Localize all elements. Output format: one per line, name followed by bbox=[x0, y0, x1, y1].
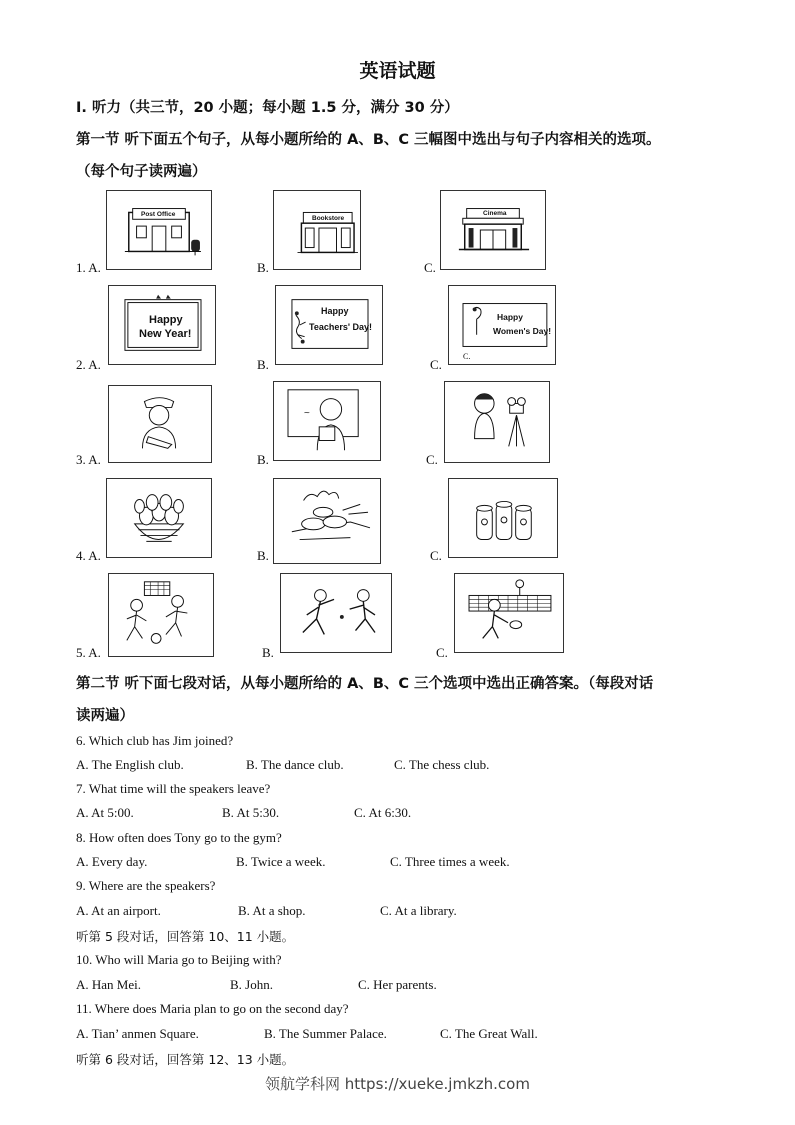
q2-picture-c[interactable] bbox=[448, 285, 556, 365]
section1-instruction: 第一节 听下面五个句子，从每小题所给的 A、B、C 三幅图中选出与句子内容相关的选项。 bbox=[76, 132, 661, 148]
womens-day-inner-label: C. bbox=[463, 352, 471, 361]
q1-picture-a[interactable] bbox=[106, 190, 212, 270]
section2-instruction-cont: 读两遍） bbox=[76, 708, 134, 724]
q6-option-a[interactable]: A. The English club. bbox=[76, 757, 184, 772]
q10-option-a[interactable]: A. Han Mei. bbox=[76, 977, 141, 992]
post-office-sign: Post Office bbox=[141, 211, 176, 218]
q1-picture-c[interactable] bbox=[440, 190, 546, 270]
q4-picture-c[interactable] bbox=[448, 478, 558, 558]
q9-option-a[interactable]: A. At an airport. bbox=[76, 903, 161, 918]
q10-option-b[interactable]: B. John. bbox=[230, 977, 273, 992]
question-8: 8. How often does Tony go to the gym? bbox=[76, 830, 282, 845]
teachers-day-greeting-line2: Teachers' Day! bbox=[309, 322, 373, 332]
q5-label-c: C. bbox=[436, 645, 448, 660]
question-9: 9. Where are the speakers? bbox=[76, 878, 216, 893]
part-heading: Ⅰ. 听力（共三节，20 小题；每小题 1.5 分，满分 30 分） bbox=[76, 100, 459, 116]
q3-picture-c[interactable] bbox=[444, 381, 550, 463]
q9-option-b[interactable]: B. At a shop. bbox=[238, 903, 306, 918]
q2-picture-a[interactable] bbox=[108, 285, 216, 365]
q5-label-b: B. bbox=[262, 645, 274, 660]
q2-label-c: C. bbox=[430, 357, 442, 372]
new-year-greeting-line2: New Year! bbox=[139, 328, 192, 340]
q1-label-b: B. bbox=[257, 260, 269, 275]
q5-label-a: 5. A. bbox=[76, 645, 101, 660]
q3-picture-a[interactable] bbox=[108, 385, 212, 463]
section2-instruction: 第二节 听下面七段对话，从每小题所给的 A、B、C 三个选项中选出正确答案。（每段对话 bbox=[76, 676, 654, 692]
q3-label-c: C. bbox=[426, 452, 438, 467]
q7-option-c[interactable]: C. At 6:30. bbox=[354, 805, 412, 820]
q4-picture-a[interactable] bbox=[106, 478, 212, 558]
womens-day-greeting-line1: Happy bbox=[497, 312, 523, 322]
q2-label-b: B. bbox=[257, 357, 269, 372]
q8-option-a[interactable]: A. Every day. bbox=[76, 854, 148, 869]
q2-label-a: 2. A. bbox=[76, 357, 101, 372]
question-6: 6. Which club has Jim joined? bbox=[76, 733, 234, 748]
q1-label-c: C. bbox=[424, 260, 436, 275]
section1-instruction-cont: （每个句子读两遍） bbox=[76, 164, 207, 180]
q4-label-c: C. bbox=[430, 548, 442, 563]
bookstore-sign: Bookstore bbox=[312, 215, 345, 222]
question-7: 7. What time will the speakers leave? bbox=[76, 781, 271, 796]
q5-picture-b[interactable] bbox=[280, 573, 392, 653]
womens-day-greeting-line2: Women's Day! bbox=[493, 326, 552, 336]
page-title: 英语试题 bbox=[359, 60, 436, 82]
q4-label-a: 4. A. bbox=[76, 548, 101, 563]
q11-option-b[interactable]: B. The Summer Palace. bbox=[264, 1026, 387, 1041]
q3-label-a: 3. A. bbox=[76, 452, 101, 467]
q4-picture-b[interactable] bbox=[273, 478, 381, 564]
dialog-6-note: 听第 6 段对话，回答第 12、13 小题。 bbox=[76, 1052, 295, 1067]
q7-option-a[interactable]: A. At 5:00. bbox=[76, 805, 134, 820]
q8-option-b[interactable]: B. Twice a week. bbox=[236, 854, 326, 869]
q1-label-a: 1. A. bbox=[76, 260, 101, 275]
cinema-sign: Cinema bbox=[483, 210, 507, 217]
svg-text:~: ~ bbox=[303, 408, 311, 418]
q10-option-c[interactable]: C. Her parents. bbox=[358, 977, 437, 992]
q7-option-b[interactable]: B. At 5:30. bbox=[222, 805, 280, 820]
q11-option-c[interactable]: C. The Great Wall. bbox=[440, 1026, 538, 1041]
q11-option-a[interactable]: A. Tian’ anmen Square. bbox=[76, 1026, 199, 1041]
q5-picture-c[interactable] bbox=[454, 573, 564, 653]
question-10: 10. Who will Maria go to Beijing with? bbox=[76, 952, 282, 967]
q3-label-b: B. bbox=[257, 452, 269, 467]
footer-watermark: 领航学科网 https://xueke.jmkzh.com bbox=[265, 1075, 530, 1093]
q3-picture-b[interactable] bbox=[273, 381, 381, 461]
q6-option-b[interactable]: B. The dance club. bbox=[246, 757, 344, 772]
q1-picture-b[interactable] bbox=[273, 190, 361, 270]
q8-option-c[interactable]: C. Three times a week. bbox=[390, 854, 510, 869]
q5-picture-a[interactable] bbox=[108, 573, 214, 657]
teachers-day-greeting-line1: Happy bbox=[321, 306, 349, 316]
dialog-5-note: 听第 5 段对话，回答第 10、11 小题。 bbox=[76, 929, 295, 944]
q9-option-c[interactable]: C. At a library. bbox=[380, 903, 457, 918]
q6-option-c[interactable]: C. The chess club. bbox=[394, 757, 490, 772]
q2-picture-b[interactable] bbox=[275, 285, 383, 365]
question-11: 11. Where does Maria plan to go on the second day? bbox=[76, 1001, 349, 1016]
q4-label-b: B. bbox=[257, 548, 269, 563]
new-year-greeting-line1: Happy bbox=[149, 314, 183, 326]
